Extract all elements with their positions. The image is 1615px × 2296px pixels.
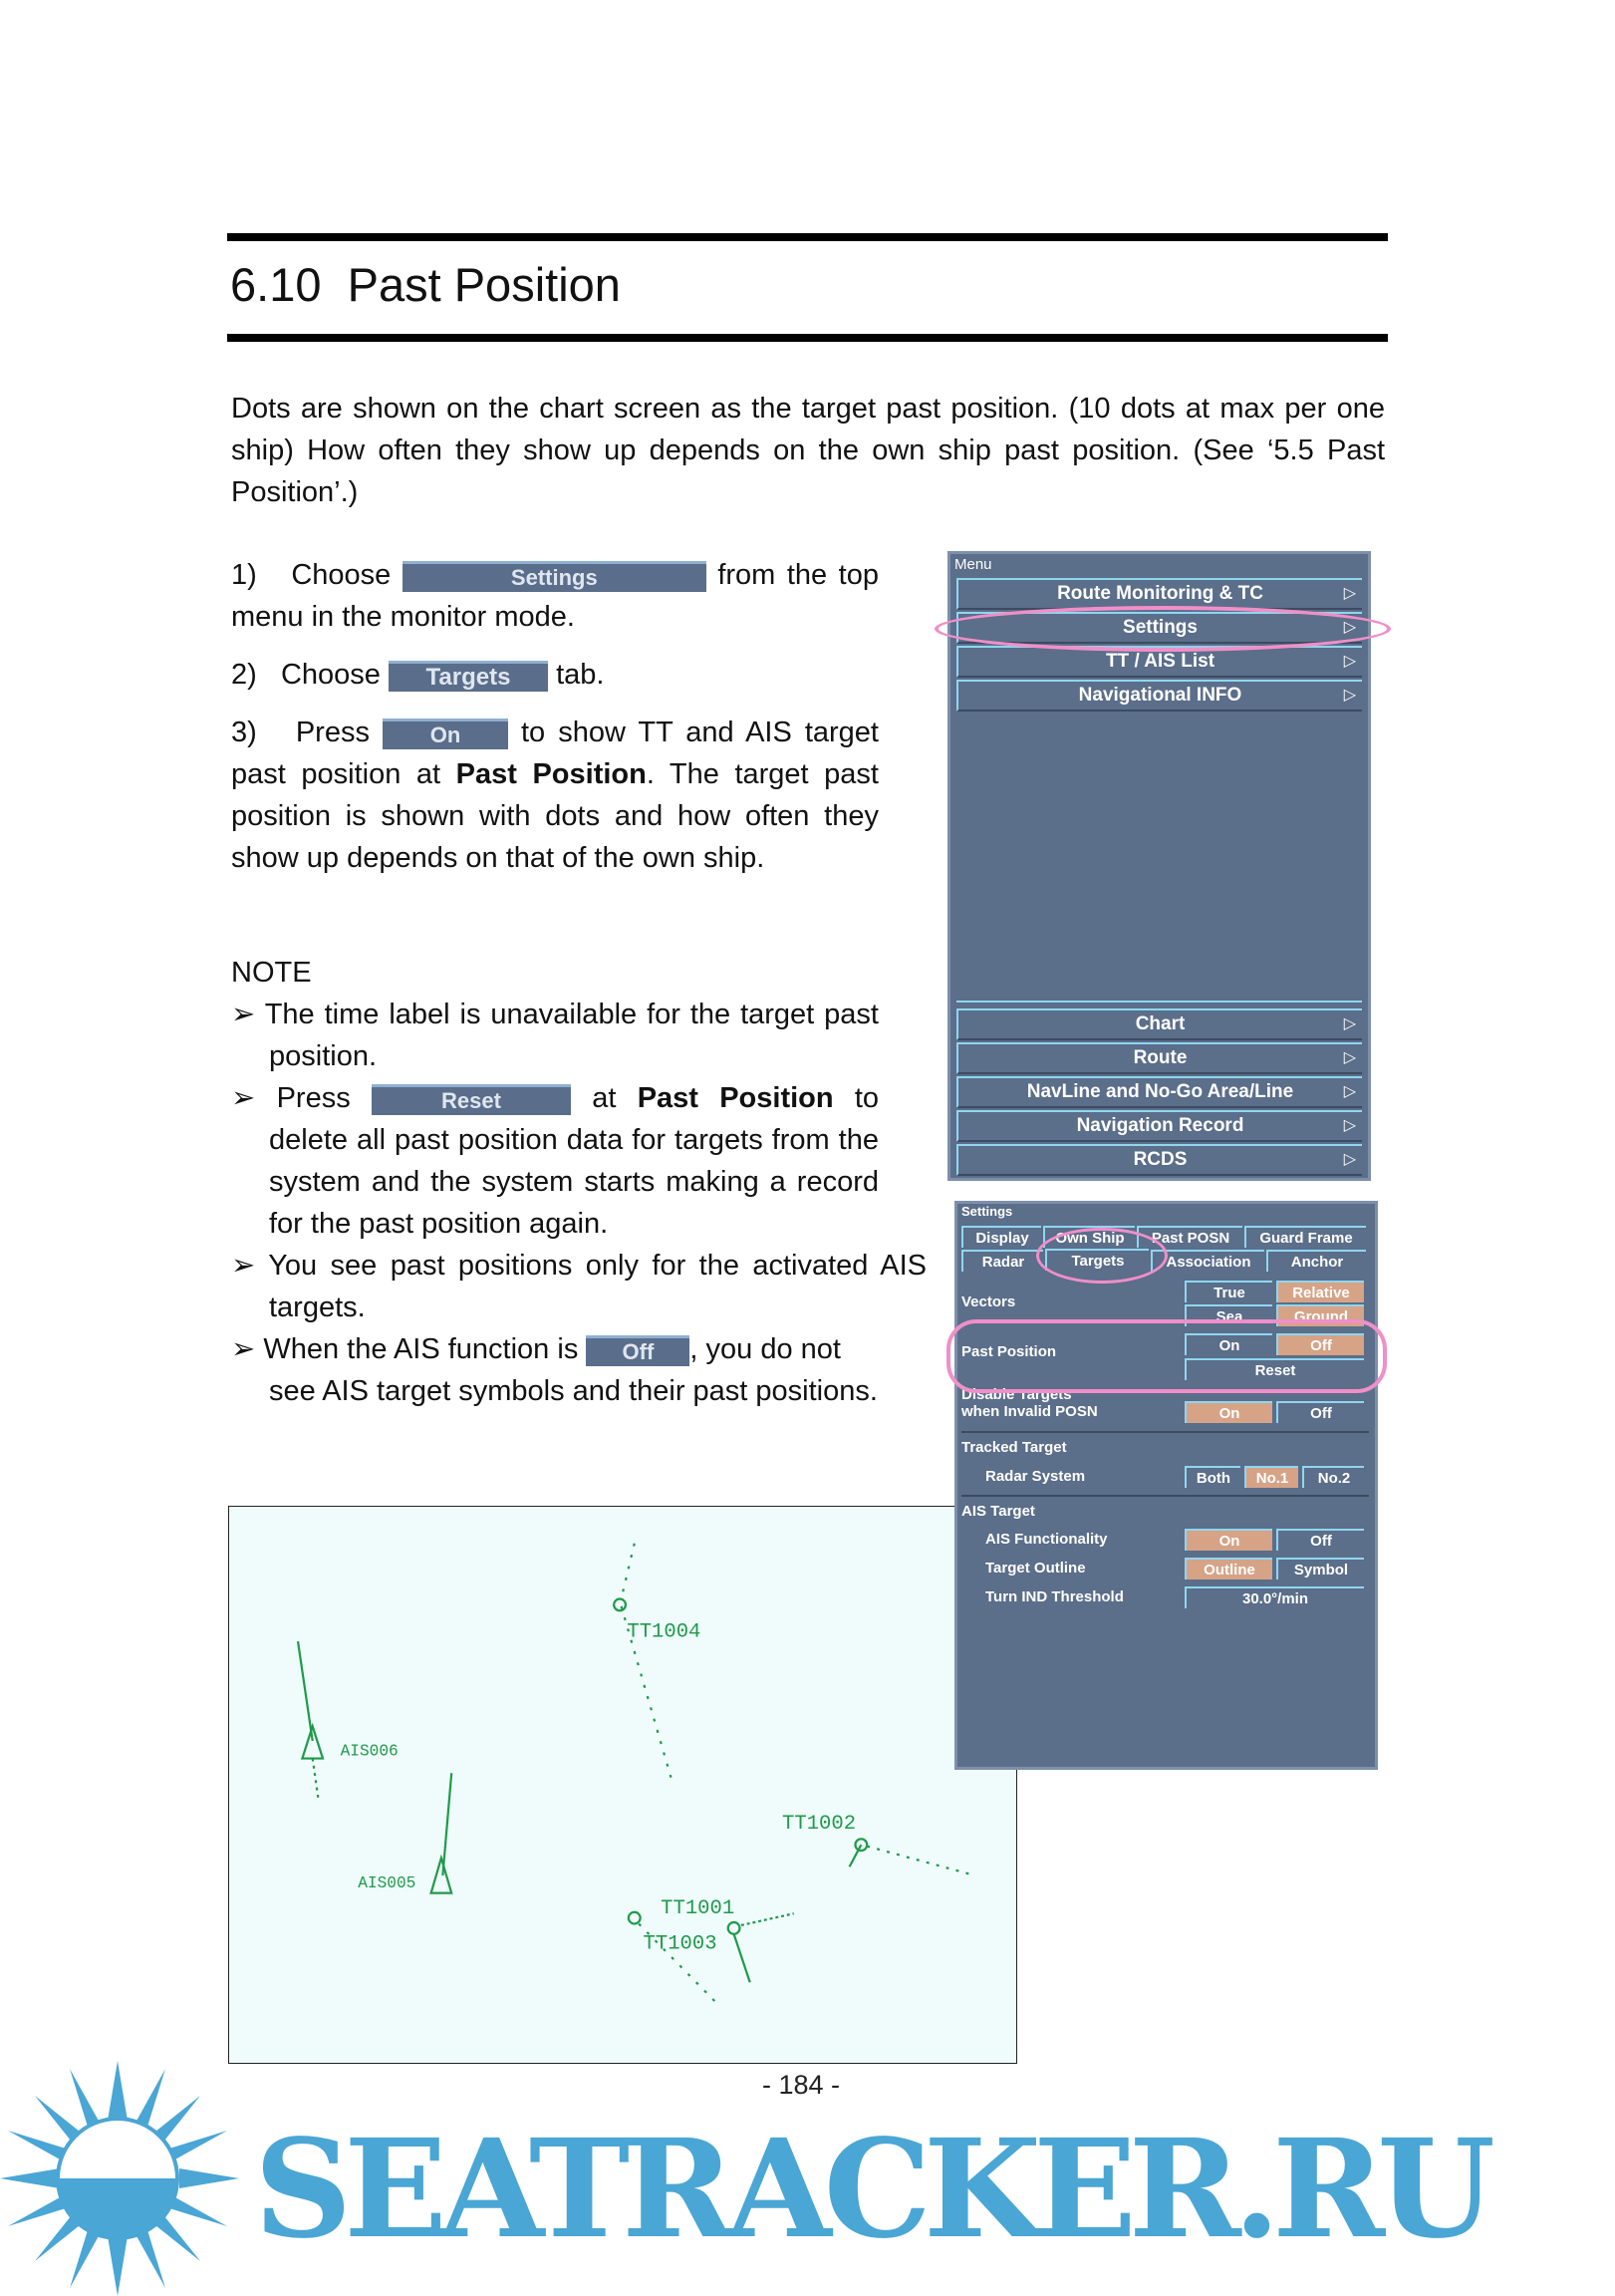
note-item: ➢ When the AIS function is Off , you do not see AIS target symbols and their past positions. [231, 1333, 878, 1407]
turn-threshold-label: Turn IND Threshold [985, 1588, 1124, 1605]
watermark-text: SEATRACKER.RU [254, 2110, 1487, 2269]
divider [961, 1431, 1369, 1433]
target-tt1003 [629, 1912, 718, 2005]
highlight-oval [935, 606, 1391, 652]
target-ais005 [358, 1773, 451, 1892]
outline-button[interactable]: Outline [1185, 1558, 1272, 1579]
past-position-label: Past Position [961, 1343, 1057, 1360]
arrow-icon: ▷ [1343, 1015, 1356, 1032]
tab-radar[interactable]: Radar [961, 1250, 1043, 1272]
arrow-icon: ▷ [1343, 687, 1356, 704]
disable-targets-label: Disable Targets when Invalid POSN [961, 1386, 1098, 1420]
divider [961, 1495, 1369, 1497]
disable-off-button[interactable]: Off [1276, 1401, 1364, 1423]
highlight-box [946, 1319, 1387, 1393]
vector-true-button[interactable]: True [1185, 1281, 1272, 1302]
intro-paragraph: Dots are shown on the chart screen as the target past position. (10 dots at max per one ship) How often they show up depends on the own ship past position. (See ‘5.5 Past Position’.) [231, 393, 1385, 508]
past-position-off-button[interactable]: Off [1276, 1333, 1364, 1355]
note-item: ➢ You see past positions only for the activated AIS targets. [231, 1250, 927, 1323]
arrow-icon: ▷ [1343, 1151, 1356, 1168]
step-1: 1) Choose Settings from the top menu in the monitor mode. [231, 559, 879, 633]
past-position-reset-button[interactable]: Reset [1185, 1358, 1364, 1380]
step-2: 2) Choose Targets tab. [231, 659, 605, 691]
note-heading: NOTE [231, 957, 312, 989]
settings-button-ref: Settings [403, 561, 706, 592]
off-button-ref: Off [586, 1335, 689, 1366]
symbol-button[interactable]: Symbol [1276, 1558, 1364, 1579]
radar-no1-button[interactable]: No.1 [1244, 1466, 1298, 1488]
menu-item-settings[interactable]: Settings ▷ [956, 612, 1362, 644]
note-list [231, 994, 927, 1412]
radar-no2-button[interactable]: No.2 [1302, 1466, 1364, 1488]
arrow-icon: ▷ [1343, 585, 1356, 602]
ais-off-button[interactable]: Off [1276, 1529, 1364, 1551]
target-ais006 [298, 1641, 399, 1800]
menu-title: Menu [954, 556, 992, 573]
ais-target-label: AIS Target [961, 1503, 1035, 1520]
chart-canvas [229, 1507, 1016, 2063]
arrow-icon: ▷ [1343, 1117, 1356, 1134]
radar-both-button[interactable]: Both [1185, 1466, 1240, 1488]
menu-item-tt-ais-list[interactable]: TT / AIS List ▷ [956, 646, 1362, 678]
menu-item-route-monitoring[interactable]: Route Monitoring & TC ▷ [956, 578, 1362, 610]
note-item: ➢ The time label is unavailable for the target past position. [231, 999, 879, 1072]
tab-display[interactable]: Display [961, 1226, 1041, 1248]
svg-text:TT1003: TT1003 [643, 1932, 717, 1956]
on-button-ref: On [383, 718, 508, 749]
target-outline-label: Target Outline [985, 1560, 1086, 1577]
top-rule [227, 233, 1388, 241]
vector-relative-button[interactable]: Relative [1276, 1281, 1364, 1302]
tracked-target-label: Tracked Target [961, 1439, 1067, 1456]
radar-system-label: Radar System [985, 1468, 1086, 1485]
note-item: ➢ Press Reset at Past Position to delete all past position data for targets from the system and the system starts making a record for the past position again. [231, 1082, 880, 1240]
ais-functionality-label: AIS Functionality [985, 1531, 1108, 1548]
reset-button-ref: Reset [372, 1084, 571, 1115]
menu-item-chart[interactable]: Chart ▷ [956, 1008, 1362, 1040]
ais-on-button[interactable]: On [1185, 1529, 1272, 1551]
tab-own-ship[interactable]: Own Ship [1043, 1226, 1135, 1248]
target-tt1004 [614, 1544, 700, 1778]
arrow-icon: ▷ [1343, 1083, 1356, 1100]
menu-item-navigation-record[interactable]: Navigation Record ▷ [956, 1110, 1362, 1142]
svg-text:TT1002: TT1002 [782, 1813, 857, 1837]
turn-threshold-field[interactable]: 30.0°/min [1185, 1586, 1364, 1608]
title-rule [227, 334, 1388, 342]
tab-targets[interactable]: Targets [1045, 1249, 1149, 1271]
settings-panel [954, 1201, 1378, 1770]
vector-sea-button[interactable]: Sea [1185, 1304, 1272, 1326]
past-position-on-button[interactable]: On [1185, 1333, 1272, 1355]
menu-item-navline[interactable]: NavLine and No-Go Area/Line ▷ [956, 1076, 1362, 1108]
targets-tab-ref: Targets [389, 661, 548, 692]
menu-item-navigational-info[interactable]: Navigational INFO ▷ [956, 680, 1362, 712]
svg-text:TT1004: TT1004 [627, 1620, 701, 1644]
divider [956, 1001, 1362, 1003]
step-3: 3) Press On to show TT and AIS target past position at Past Position. The target past position is shown with dots and how often they show up depends on that of the own ship. [231, 717, 879, 874]
vectors-label: Vectors [961, 1293, 1016, 1310]
vector-ground-button[interactable]: Ground [1276, 1304, 1364, 1326]
menu-item-rcds[interactable]: RCDS ▷ [956, 1144, 1362, 1176]
arrow-icon: ▷ [1343, 619, 1356, 636]
page-title: 6.10 Past Position [230, 258, 621, 311]
menu-item-route[interactable]: Route ▷ [956, 1042, 1362, 1074]
svg-text:AIS006: AIS006 [340, 1742, 399, 1761]
svg-text:AIS005: AIS005 [358, 1873, 416, 1892]
settings-title: Settings [961, 1204, 1013, 1219]
tab-association[interactable]: Association [1151, 1250, 1264, 1272]
arrow-icon: ▷ [1343, 653, 1356, 670]
sun-logo-icon [0, 2061, 239, 2296]
target-tt1002 [782, 1813, 975, 1875]
disable-on-button[interactable]: On [1185, 1401, 1272, 1423]
chart-screen [228, 1506, 1017, 2064]
page-number: - 184 - [762, 2070, 841, 2100]
arrow-icon: ▷ [1343, 1049, 1356, 1066]
tab-anchor[interactable]: Anchor [1266, 1250, 1366, 1272]
svg-text:TT1001: TT1001 [661, 1897, 735, 1921]
tab-guard-frame[interactable]: Guard Frame [1244, 1226, 1366, 1248]
tab-past-posn[interactable]: Past POSN [1137, 1226, 1242, 1248]
